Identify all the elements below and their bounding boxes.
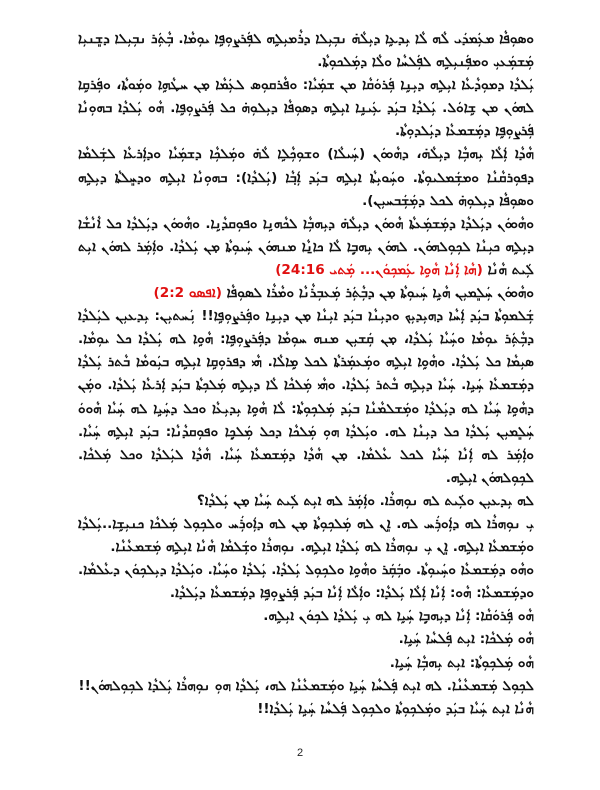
page-number: 2: [296, 747, 304, 759]
paragraph: ܠܗ ܝܼܕܥܝܼܢ ܘܠܲܝܬ ܠܗ ܢܘܼܗܪܵܐ. ܘܐܲܡܲܪ ܠܗ ܐܝܼܬ ܠܲܝܬ ܚܲܝܵܐ ܡ̣ܢ ܝܲܠܕܵܐ؟: [196, 492, 534, 509]
paragraph: ܝܼ ܢܘܼܗܪܵܐ ܠܗ ܕܐܲܘܪܲܚ ܠܗ. ܐܸܢ ܠܗ ܡܲܠܟܼܘܼܬܵܐ ܡ̣ܢ ܠܗ ܕܐܲܘܪܲܚ ܘܠܟܼܘܼܠ ܡܲܠܟܵܐ ܟܢܝܼܫܹܐ..ܝܲܠܕܵܐ ܘܡܲܫܡܥܵܐ ܐܝܼܠܹܗ. ܐܸܢ ܝܼ ܢܘܼܗܪܵܐ ܠܗ ܝܲܠܕܵܐ ܐܝܼܠܹܗ. ܢܘܼܗܪܵܐ ܘܫܲܠܡܵܐ ܗܵܢܵܐ ܐܝܼܠܹܗ ܡܲܫܡܥܵܢܵܐ.: [78, 515, 534, 556]
paragraph: ܫܲܠܡܘܼܬܵܐ ܒܝܲܕ ܐܲܚܵܐ ܕܗܝܼܕܝܼܟ ܘܕܝܼܢܵܐ ܒܝܲܕ ܐܝܼܢܵܐ ܡ̣ܢ ܕܝܼܢܹܐ ܘܦܲܪܨܘܼܦܹܐ!! ܢܲܚܬܝܼܢ: ܝܼܕܥܝܼܢ ܠܝܲܠܕܵܐ ܕܒܼܵܬܲܪ ܝܘܼܡܵܐ ܘܚܲܝܵܐ ܝܲܠܕܵܐ، ܡ̣ܢ ܩܲܫܝܼܢ ܡܢܗ ܚܘܼܡܵܐ ܕܦܲܪܨܘܼܦܹܐ: ܗܵܘܹܐ ܠܗ ܝܲܠܕܵܐ ܟܠ ܝܘܼܡܵܐ. ܣܝܼܡܵܐ ܟܠ ܝܲܠܕܵܐ. ܘܗܵܘܹܐ ܐܝܼܠܹܗ ܘܡܲܥܡܲܪܬܵܐ ܠܟܠ ܡܹܐܠܵܐ. ܗܵܝ ܕܦܪܘܼܩܹܐ ܐܝܼܠܹܗ ܒܝܲܘܡܵܐ ܒܵܬܪ ܝܲܠܕܵܐ ܕܡܲܫܡܥܵܐ ܚܲܝܹܐ. ܚܲܝܵܐ ܕܝܼܠܹܗ ܒܵܬܪ ܝܲܠܕܵܐ. ܘܗܵܝ ܡܲܠܟܵܐ ܠܵܐ ܕܝܼܠܹܗ ܡܲܠܟܼܬܵܐ ܒܝܲܕ ܐܲܪܥܵܐ ܝܲܠܕܵܐ. ܘܡܲܢ ܕܗܵܘܹܐ ܚܲܝܵܐ ܠܗ ܕܝܲܠܕܵܐ ܘܡܲܫܠܡܵܢܵܐ ܒܝܲܕ ܡܲܠܟܼܘܼܬܵܐ: ܠܵܐ ܗܵܘܹܐ ܝܼܕܝܼܥܵܐ ܘܟܠ ܕܚܲܝܹܐ ܠܗ ܚܲܝܵܐ ܗܵܘܘܿ ܚܲܠܸܡܝܼܢ ܝܲܠܕܵܐ ܟܠ ܕܝܼܢܵܐ ܠܗ. ܘܝܲܠܕܵܐ ܗܘܼ ܡܲܠܟܵܐ ܕܟܠ ܡܲܠܟܼܹܐ ܘܦܘܼܩܕܵܢܵܐ: ܒܝܲܕ ܐܝܼܠܹܗ ܚܲܝܵܐ. ܘܐܲܡܲܪ ܠܗ ܐܲܢܵܐ ܚܲܝܵܐ ܠܟܠ ܥܵܠܡܵܐ. ܡ̣ܢ ܗܵܕܵܐ ܕܡܲܫܡܥܵܐ ܚܲܝܵܐ. ܗܵܕܵܐ ܠܝܲܠܕܵܐ ܘܟܠ ܡܲܠܟܵܐ. ܠܟܼܘܼܠܗܘܿܢ ܐܝܼܠܹܗ.: [78, 308, 534, 486]
paragraph: ܘܗܵܘܘܿܢ ܕܝܲܠܕܵܐ ܕܡܲܫܡܲܥܬܵܐ ܗܵܘܘܿܢ ܕܝܼܠܵܗ̇ ܕܝܼܗܒܼܵܐ ܠܟܵܗܢܹܐ ܘܦܘܼܩܕܵܢܹܐ. ܘܗܵܘܘܿܢ ܕܝܲܠܕܵܐ ܟܠ ܐܵܢܵܫܵܐ ܕܝܼܠܹܗ ܟܝܼܢܵܐ ܠܟܼܘܼܠܗܘܿܢ. ܠܗܘܿܢ ܝܼܗܒܼܹܐ ܠܵܐ ܟܐ̱ܢܵܐ ܡܢܗܘܿܢ ܚܲܝܘܼܬܵܐ ܡ̣ܢ ܝܲܠܕܵܐ. ܘܐܲܡܲܪ ܠܗܘܿܢ ܐܝܼܬ ܠܲܝܬ ܗܵܢܵܐ (ܗܵܐ ܐܲܢܵܐ ܗܵܘܹܐ ܥܲܡܟܼܘܿܢ... ܡܲܬܝ 24:16): [78, 215, 534, 278]
body-text: [78, 28, 534, 721]
scripture-reference: (ܐܦܣܘ 2:2): [153, 285, 222, 302]
paragraph: ܠܟܼܘܼܠ ܡܲܫܡܥܵܢܵܐ. ܠܗ ܐܝܼܬ ܦܲܠܚܵܐ ܚܲܝܹܐ ܘܡܲܫܡܥܵܢܵܐ ܠܗ، ܝܲܠܕܵܐ ܗܘܼ ܢܘܼܗܪܵܐ ܝܲܠܕܵܐ ܠܟܼܘܼܠܗܘܿܢ!!: [78, 677, 534, 694]
paragraph: ܗܵܘ ܡܲܠܟܵܐ: ܐܝܼܬ ܦܲܠܚܵܐ ܚܲܝܹܐ.: [398, 631, 534, 648]
paragraph: ܝܲܠܕܵܐ ܕܡܘܼܕܵܥܵܐ ܐܝܼܠܹܗ ܕܝܼܢܹܐ ܦܲܪܘܿܩܵܐ ܡܢ ܫܡܲܝܵܐ: ܘܦܵܪܩܘܼܣ ܠܥܲܡܵܐ ܡ̣ܢ ܚܛܵܗܹܐ ܘܡܲܘܬܵܐ، ܘܦܲܪܩܹܐ ܠܗܘܿܢ ܡܢ ܫܹܐܘܿܠ. ܝܲܠܕܵܐ ܒܝܲܕ ܥܲܝܢܹܐ ܐܝܼܠܹܗ ܕܣܘܼܦܵܐ ܕܝܼܠܘܼܗ̇ ܟܠ ܦܲܪܨܘܼܦܹܐ. ܗܵܘ ܝܲܠܕܵܐ ܒܗܘܼܢܵܐ ܦܲܪܨܘܼܦܹܐ ܕܡܲܫܡܥܵܐ ܕܝܲܠܕܘܼܬܵܐ.: [78, 77, 534, 140]
paragraph: ܗܵܘ ܦܲܪܘܿܩܵܐ: ܐܲܢܵܐ ܕܝܼܗܒܼܹܐ ܚܲܝܹܐ ܠܗ ܝܼ ܝܲܠܕܵܐ ܠܟܼܘܿܢ ܐܝܼܠܹܗ.: [263, 608, 534, 625]
paragraph: ܗܵܢܵܐ ܐܝܼܬ ܚܲܝܵܐ ܒܝܲܕ ܘܡܲܠܟܼܘܼܬܵܐ ܘܠܟܼܘܼܠ ܦܲܠܚܵܐ ܚܲܝܹܐ ܝܲܠܕܵܐ!!: [257, 700, 534, 717]
paragraph: ܘܣܘܼܦܵܐ ܡܥܲܡܕܿܝ ܠܵܗ ܠܵܐ ܝܼܕܥܹܐ ܕܝܼܠܵܗ̇ ܢܒܼܝܼܠܐ ܕܪܵܡܝܼܠܹܗ ܠܦܲܪܨܘܼܦܹܐ ܝܘܼܡܵܐ. ܒܼܵܬܲܪ ܢܒܼܝܼܠܐ ܕܫܸܢܝܼܐ ܡܲܫܡܲܥܝܼ ܘܡܦܲܢܝܼܠܹܗ ܠܦܲܠܚܵܐ ܘܠܵܐ ܕܡܲܠܟܘܼܬܵܐ.: [78, 31, 534, 71]
paragraph: ܗܵܘ ܡܲܠܟܼܘܼܬܵܐ: ܐܝܼܬ ܝܼܗܒܼܵܐ ܚܲܝܹܐ.: [389, 654, 534, 671]
scripture-reference: (ܗܵܐ ܐܲܢܵܐ ܗܵܘܹܐ ܥܲܡܟܼܘܿܢ... ܡܲܬܝ 24:16): [275, 261, 483, 278]
paragraph: ܗܵܕܵܐ ܐܲܠܵܐ ܝܼܗܒܼܵܐ ܕܝܼܠܵܗ̇، ܕܗܵܘܘܿܢ (ܚܲܝܠܵܐ) ܘܫܘܼܟܼܵܠܹܐ ܠܵܗ̇ ܘܡܲܠܟܼܵܐ ܕܫܡܲܝܵܐ ܘܕܐܲܪܥܵܐ ܠܫܲܠܡܵܐ ܕܦܘܼܪܩܵܢܵܐ ܘܡܫܲܡܠܝܘܼܬܵܐ. ܘܚܲܘܝܼܬܵܐ ܐܝܼܠܹܗ ܒܝܲܕ ܐܲܒ݂ܵܐ (ܝܲܠܕܵܐ): ܒܗܘܼܢܵܐ ܐܝܼܠܹܗ ܘܕܚܸܠܬܵܐ ܕܝܼܠܹܗ ܘܣܘܼܦܵܐ ܕܝܼܠܘܼܗ̇ ܠܟܠ ܕܡܲܫܲܒܚܝܼܢ).: [78, 146, 534, 209]
paragraph: ܘܗܵܘܘܿܢ ܚܲܠܸܡܝܼܢ ܗܵܝܹܐ ܚܲܝܘܼܬܵܐ ܡ̣ܢ ܕܒܼܵܬܲܪ ܡܲܥܒܼܪܵܢܵܐ ܘܡܵܪܵܐ ܠܣܘܼܦܵܐ (ܐܦܣܘ 2:2): [153, 285, 534, 302]
paragraph: ܘܗܵܘ ܕܡܲܫܡܥܵܐ ܘܚܲܝܘܼܬܵܐ. ܘܒܲܩܲܪ ܘܗܵܘܹܐ ܘܠܟܼܘܼܠ ܝܲܠܕܵܐ. ܝܲܠܕܵܐ ܘܚܲܝܵܐ. ܘܝܲܠܕܵܐ ܕܝܼܠܟܼܘܿܢ ܕܥܵܠܡܵܐ. ܘܕܡܲܫܡܥܵܐ: ܗܵܘ: ܐܲܢܵܐ ܐܲܠܵܐ ܝܲܠܕܵܐ: ܘܐܲܠܵܐ ܐܲܢܵܐ ܒܝܲܕ ܦܲܪܨܘܼܦܹܐ ܕܡܲܫܡܥܵܐ ܕܝܲܠܕܵܐ.: [78, 562, 534, 602]
